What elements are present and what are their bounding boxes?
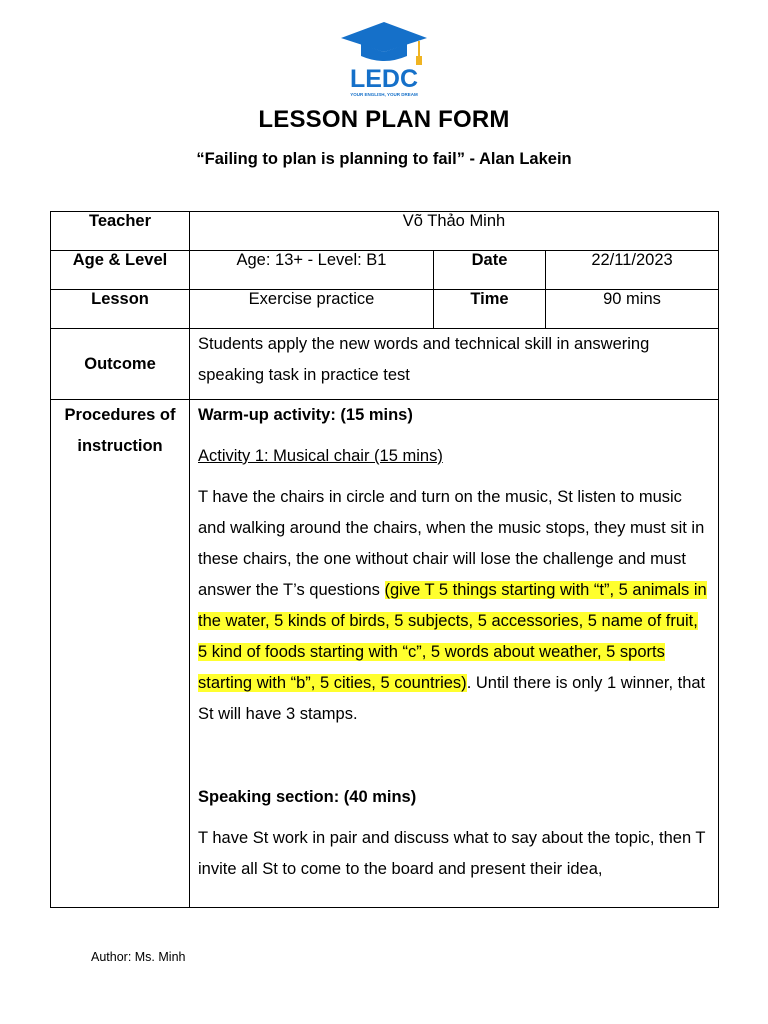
age-row	[51, 251, 719, 290]
ledc-logo	[339, 20, 429, 98]
svg-text:LEDC: LEDC	[349, 65, 419, 93]
procedures-content	[190, 400, 719, 908]
outcome-value	[190, 329, 719, 400]
time-value: 90 mins	[546, 290, 719, 329]
activity1-after: . Until there is only 1 winner, that St will have 3 stamps.	[198, 674, 706, 723]
activity1-text: T have the chairs in circle and turn on the music, St listen to music and walking around the chairs, when the music stops, they must sit in these chairs, the one without chair will lose the challenge and must answer the T’s questions	[198, 488, 705, 599]
procedures-label-line-1: Procedures of	[64, 406, 176, 424]
age-label: Age & Level	[51, 251, 190, 290]
procedures-label	[51, 400, 190, 908]
procedures-row	[51, 400, 719, 908]
footer-author: Author: Ms. Minh	[91, 950, 186, 964]
quote: “Failing to plan is planning to fail” - Alan Lakein	[196, 150, 572, 168]
outcome-label: Outcome	[51, 329, 190, 400]
date-value: 22/11/2023	[546, 251, 719, 290]
activity1-highlight: (give T 5 things starting with “t”, 5 animals in the water, 5 kinds of birds, 5 subjects, 5 accessories, 5 name of fruit, 5 kind of foods starting with “c”, 5 words about weather, 5 sports starting with “b”, 5 cities, 5 countries)	[198, 581, 707, 692]
page-title: LESSON PLAN FORM	[258, 106, 510, 133]
svg-text:YOUR ENGLISH, YOUR DREAM: YOUR ENGLISH, YOUR DREAM	[350, 92, 418, 97]
time-label: Time	[434, 290, 546, 329]
lesson-label: Lesson	[51, 290, 190, 329]
procedures-label-line-2: instruction	[77, 437, 163, 455]
lesson-row	[51, 290, 719, 329]
speaking-text: T have St work in pair and discuss what to say about the topic, then T invite all St to come to the board and present their idea,	[198, 829, 706, 878]
lesson-value: Exercise practice	[190, 290, 434, 329]
teacher-label: Teacher	[51, 212, 190, 251]
activity1-title: Activity 1: Musical chair (15 mins)	[198, 447, 443, 465]
teacher-row	[51, 212, 719, 251]
outcome-text: Students apply the new words and technical skill in answering speaking task in practice test	[198, 335, 650, 384]
lesson-plan-table	[50, 211, 719, 908]
activity1-paragraph	[198, 482, 710, 730]
speaking-heading: Speaking section: (40 mins)	[198, 788, 417, 806]
outcome-row	[51, 329, 719, 400]
warmup-heading: Warm-up activity: (15 mins)	[198, 406, 413, 424]
date-label: Date	[434, 251, 546, 290]
teacher-value: Võ Thảo Minh	[190, 212, 719, 251]
age-value: Age: 13+ - Level: B1	[190, 251, 434, 290]
